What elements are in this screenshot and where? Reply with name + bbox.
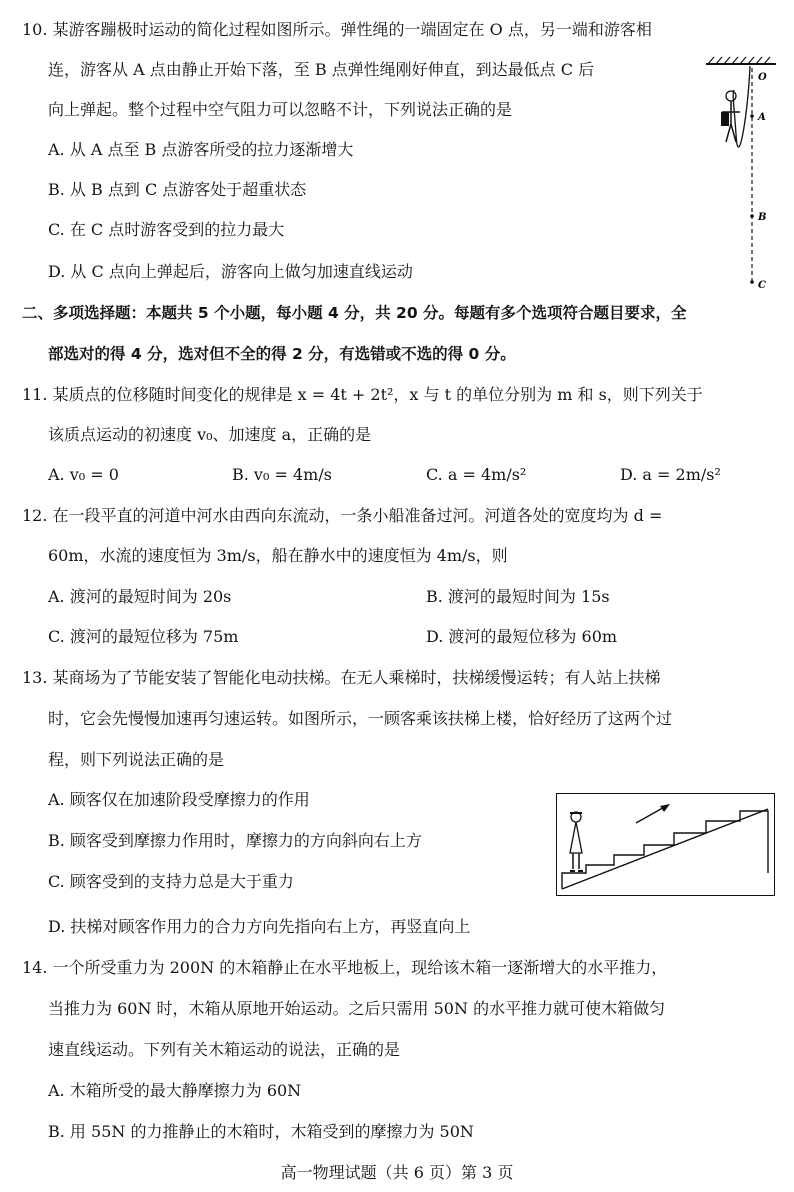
q10-option-b: B. 从 B 点到 C 点游客处于超重状态 [48, 180, 307, 199]
bungee-figure [696, 54, 786, 294]
q11-option-c: C. a = 4m/s² [426, 465, 527, 484]
q13-option-b: B. 顾客受到摩擦力作用时，摩擦力的方向斜向右上方 [48, 831, 422, 850]
q10-stem-line-1: 10. 某游客蹦极时运动的简化过程如图所示。弹性绳的一端固定在 O 点，另一端和游客相 [22, 20, 652, 39]
page-footer: 高一物理试题（共 6 页）第 3 页 [280, 1163, 514, 1182]
q13-option-d: D. 扶梯对顾客作用力的合力方向先指向右上方，再竖直向上 [48, 917, 471, 936]
q12-option-b: B. 渡河的最短时间为 15s [426, 587, 610, 606]
q12-option-c: C. 渡河的最短位移为 75m [48, 627, 239, 646]
q12-option-a: A. 渡河的最短时间为 20s [48, 587, 232, 606]
q11-option-b: B. v₀ = 4m/s [232, 465, 332, 484]
label-a: A [758, 112, 766, 123]
q10-option-c: C. 在 C 点时游客受到的拉力最大 [48, 220, 285, 239]
q11-stem-line-2: 该质点运动的初速度 v₀、加速度 a，正确的是 [48, 425, 372, 444]
q13-option-c: C. 顾客受到的支持力总是大于重力 [48, 872, 294, 891]
label-b: B [758, 212, 767, 223]
q11-stem-line-1: 11. 某质点的位移随时间变化的规律是 x = 4t + 2t²，x 与 t 的单位分别为 m 和 s，则下列关于 [22, 385, 703, 404]
q10-option-d: D. 从 C 点向上弹起后，游客向上做匀加速直线运动 [48, 262, 413, 281]
q13-option-a: A. 顾客仅在加速阶段受摩擦力的作用 [48, 790, 310, 809]
q12-stem-line-1: 12. 在一段平直的河道中河水由西向东流动，一条小船准备过河。河道各处的宽度均为 d = [22, 506, 663, 525]
q10-stem-line-2: 连，游客从 A 点由静止开始下落，至 B 点弹性绳刚好伸直，到达最低点 C 后 [48, 60, 595, 79]
q14-stem-line-3: 速直线运动。下列有关木箱运动的说法，正确的是 [48, 1040, 401, 1059]
escalator-figure [556, 793, 776, 897]
q11-option-a: A. v₀ = 0 [48, 465, 119, 484]
label-o: O [758, 72, 767, 83]
q13-stem-line-2: 时，它会先慢慢加速再匀速运转。如图所示，一顾客乘该扶梯上楼，恰好经历了这两个过 [48, 709, 673, 728]
q13-stem-line-1: 13. 某商场为了节能安装了智能化电动扶梯。在无人乘梯时，扶梯缓慢运转；有人站上扶梯 [22, 668, 661, 687]
q14-stem-line-1: 14. 一个所受重力为 200N 的木箱静止在水平地板上，现给该木箱一逐渐增大的水平推力， [22, 958, 668, 977]
section2-header-line-1: 二、多项选择题：本题共 5 个小题，每小题 4 分，共 20 分。每题有多个选项符合题目要求，全 [22, 304, 687, 322]
q12-stem-line-2: 60m，水流的速度恒为 3m/s，船在静水中的速度恒为 4m/s，则 [48, 546, 508, 565]
section2-header-line-2: 部选对的得 4 分，选对但不全的得 2 分，有选错或不选的得 0 分。 [48, 345, 516, 363]
q14-stem-line-2: 当推力为 60N 时，木箱从原地开始运动。之后只需用 50N 的水平推力就可使木箱做匀 [48, 999, 666, 1018]
q14-option-b: B. 用 55N 的力推静止的木箱时，木箱受到的摩擦力为 50N [48, 1122, 474, 1141]
q11-option-d: D. a = 2m/s² [620, 465, 721, 484]
q12-option-d: D. 渡河的最短位移为 60m [426, 627, 618, 646]
q13-stem-line-3: 程，则下列说法正确的是 [48, 750, 225, 769]
label-c: C [758, 280, 766, 291]
q10-option-a: A. 从 A 点至 B 点游客所受的拉力逐渐增大 [48, 140, 354, 159]
q14-option-a: A. 木箱所受的最大静摩擦力为 60N [48, 1081, 302, 1100]
q10-stem-line-3: 向上弹起。整个过程中空气阻力可以忽略不计，下列说法正确的是 [48, 100, 513, 119]
